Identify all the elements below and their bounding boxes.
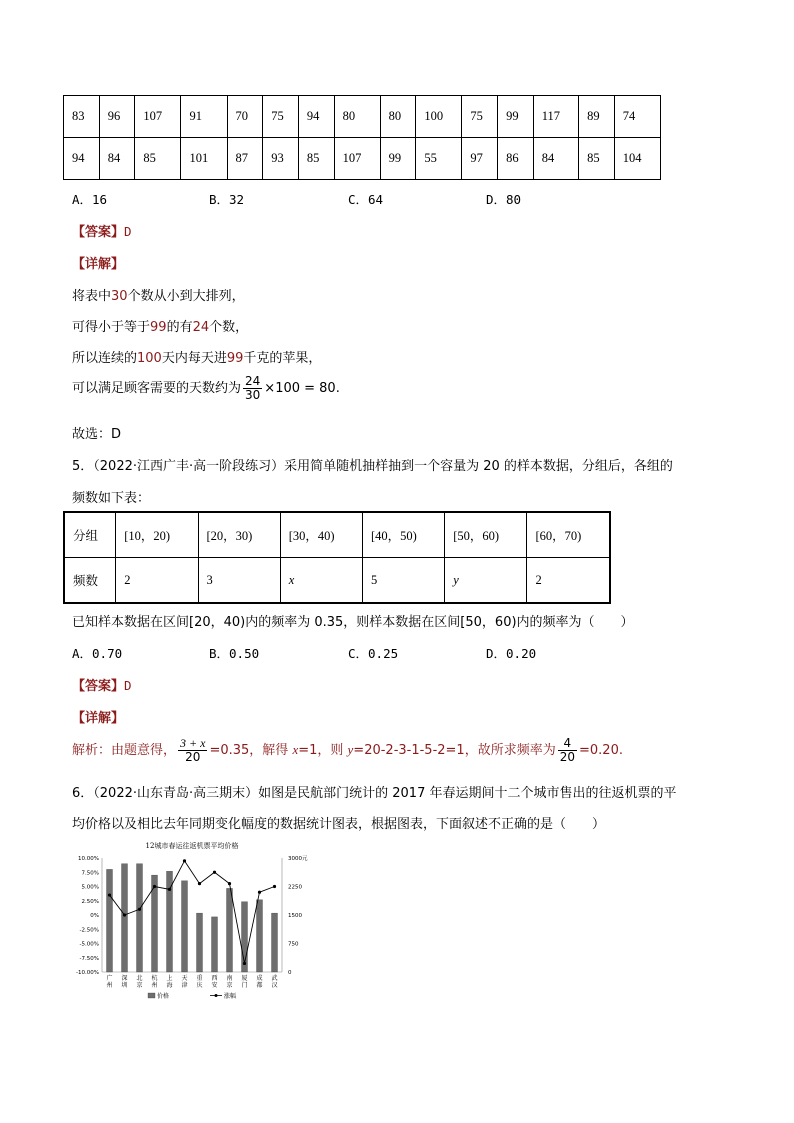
table-cell: 117	[533, 96, 578, 138]
frequency-table	[63, 511, 611, 604]
q5-option-c[interactable]: C．0.25	[348, 646, 399, 661]
right-tick-label: 1500	[288, 913, 302, 919]
left-tick-label: 7.50%	[81, 870, 99, 877]
bar-成都	[257, 900, 263, 972]
sol-text: =20-2-3-1-5-2=1，故所求频率为	[353, 743, 556, 758]
table-cell: [40，50)	[362, 512, 444, 558]
table-cell: 2	[116, 558, 198, 604]
category-label-char: 汉	[271, 982, 278, 989]
step-number: 30	[111, 289, 128, 304]
table-cell: 100	[416, 96, 462, 138]
step-text: ×100 = 80.	[264, 381, 340, 396]
point-天津	[183, 859, 186, 862]
category-label-char: 京	[136, 982, 143, 989]
category-label-char: 门	[241, 982, 248, 989]
category-label-char: 都	[256, 982, 263, 989]
frac-den: 30	[245, 388, 261, 402]
left-tick-label: -5.00%	[79, 941, 99, 948]
table-cell: 5	[362, 558, 444, 604]
q4-detail-label: 【详解】	[72, 257, 125, 272]
step-number: 99	[226, 351, 244, 366]
category-label-char: 广	[106, 975, 113, 982]
category-label-char: 京	[226, 982, 233, 989]
table-cell: 107	[334, 138, 380, 180]
category-label-char: 南	[226, 975, 233, 982]
step-number: 100	[137, 351, 162, 366]
category-label-char: 西	[211, 975, 218, 982]
left-tick-label: 0%	[90, 913, 99, 919]
q4-option-d[interactable]: D．80	[486, 192, 522, 207]
left-tick-label: -10.00%	[76, 970, 99, 976]
step-text: 所以连续的	[72, 351, 138, 366]
bar-武汉	[272, 913, 278, 972]
q4-option-a[interactable]: A．16	[72, 192, 108, 207]
q4-conclusion: 故选：D	[72, 427, 122, 442]
fraction	[243, 375, 262, 402]
table-cell: [10，20)	[116, 512, 198, 558]
table-cell: 93	[263, 138, 299, 180]
left-tick-label: 5.00%	[81, 884, 99, 891]
point-武汉	[273, 885, 276, 888]
point-广州	[108, 893, 111, 896]
step-number: 24	[192, 320, 210, 335]
category-label-char: 天	[181, 975, 188, 982]
category-label-char: 上	[166, 975, 173, 982]
table-cell: 101	[181, 138, 227, 180]
category-label-char: 杭	[151, 975, 158, 982]
q5-question: 已知样本数据在区间[20，40)内的频率为 0.35，则样本数据在区间[50，60)内的频率为（ ）	[72, 615, 634, 630]
table-cell: 75	[263, 96, 299, 138]
chart-title: 12城市春运往返机票平均价格	[145, 842, 239, 850]
left-tick-label: -7.50%	[79, 955, 99, 962]
right-tick-label: 3000元	[288, 856, 308, 862]
category-label-char: 北	[136, 975, 143, 982]
table-cell: 94	[64, 138, 100, 180]
table-cell: [60，70)	[527, 512, 610, 558]
sol-text: =0.35，解得	[209, 743, 293, 758]
table-cell: [30，40)	[280, 512, 362, 558]
q4-step-3	[72, 347, 321, 366]
point-上海	[168, 888, 171, 891]
category-label-char: 州	[106, 982, 113, 989]
q5-stem-line2: 频数如下表：	[72, 491, 151, 506]
step-number: 99	[150, 320, 167, 335]
left-tick-label: 10.00%	[78, 856, 99, 862]
table-row	[64, 138, 661, 180]
bar-上海	[167, 871, 173, 972]
category-label-char: 州	[151, 982, 158, 989]
q4-options	[72, 190, 672, 206]
table-cell: [50，60)	[445, 512, 527, 558]
answer-value: D	[124, 224, 132, 239]
category-label-char: 武	[271, 975, 278, 982]
table-cell: 2	[527, 558, 610, 604]
answer-label: 【答案】	[72, 679, 125, 694]
q4-step-1	[72, 285, 245, 304]
change-line	[110, 861, 275, 964]
legend-line-label: 涨幅	[224, 993, 237, 1000]
category-label-char: 深	[121, 975, 128, 982]
q5-answer	[72, 675, 132, 694]
table-cell: 84	[99, 138, 135, 180]
table-cell: 83	[64, 96, 100, 138]
category-label-char: 安	[211, 982, 218, 989]
table-cell: 99	[498, 96, 534, 138]
right-tick-label: 750	[288, 941, 299, 948]
q4-option-b[interactable]: B．32	[209, 192, 245, 207]
table-cell: 3	[198, 558, 280, 604]
frac-den: 20	[185, 750, 201, 764]
bar-天津	[182, 881, 188, 972]
bar-重庆	[197, 913, 203, 972]
frac-num: 3 + x	[180, 736, 206, 750]
q5-detail-label: 【详解】	[72, 711, 125, 726]
frac-num: 4	[558, 737, 577, 751]
step-text: 可以满足顾客需要的天数约为	[72, 381, 242, 396]
q6-stem-line2: 均价格以及相比去年同期变化幅度的数据统计图表，根据图表，下面叙述不正确的是（ ）	[72, 817, 606, 832]
q5-options	[72, 644, 672, 660]
table-cell: 94	[298, 96, 334, 138]
sol-text: 解析：由题意得，	[72, 743, 177, 758]
q5-solution	[72, 737, 623, 764]
step-text: 个数，	[209, 320, 249, 335]
bar-深圳	[122, 864, 128, 972]
step-text: 天内每天进	[161, 351, 227, 366]
step-text: 将表中	[72, 289, 112, 304]
table-cell: 70	[227, 96, 263, 138]
fraction	[178, 737, 207, 764]
table-cell: 85	[298, 138, 334, 180]
table-cell: 86	[498, 138, 534, 180]
q5-option-d[interactable]: D．0.20	[486, 646, 537, 661]
point-厦门	[243, 962, 246, 965]
step-text: 可得小于等于	[72, 320, 151, 335]
sol-text: =1，则	[298, 743, 348, 758]
table-cell: 84	[533, 138, 578, 180]
table-cell: x	[280, 558, 362, 604]
frac-den: 20	[559, 750, 575, 764]
table-cell: 频数	[64, 558, 116, 604]
table-row	[64, 512, 610, 558]
table-cell: 107	[135, 96, 181, 138]
category-label-char: 庆	[196, 982, 203, 989]
table-cell: 80	[380, 96, 416, 138]
point-深圳	[123, 913, 126, 916]
point-成都	[258, 891, 261, 894]
category-label-char: 圳	[121, 982, 128, 989]
frac-num: 24	[245, 374, 261, 388]
var-x: x	[292, 742, 299, 757]
var-y: y	[347, 742, 354, 757]
bar-北京	[137, 864, 143, 972]
point-北京	[138, 908, 141, 911]
q4-step-2	[72, 316, 248, 335]
category-label-char: 厦	[241, 975, 248, 982]
fraction	[558, 737, 577, 764]
table-row	[64, 558, 610, 604]
left-tick-label: -2.50%	[79, 927, 99, 934]
bar-广州	[107, 869, 113, 972]
answer-value: D	[124, 678, 132, 693]
point-杭州	[153, 885, 156, 888]
point-重庆	[198, 882, 201, 885]
airfare-chart	[70, 838, 330, 1008]
legend-bar-swatch	[148, 993, 155, 998]
left-tick-label: 2.50%	[81, 898, 99, 905]
q5-stem-line1: 5．（2022·江西广丰·高一阶段练习）采用简单随机抽样抽到一个容量为 20 的样本数据，分组后，各组的	[72, 459, 673, 474]
table-cell: 75	[462, 96, 498, 138]
right-tick-label: 0	[288, 970, 292, 976]
table-cell: 80	[334, 96, 380, 138]
table-cell: 97	[462, 138, 498, 180]
table-cell: y	[445, 558, 527, 604]
category-label-char: 海	[166, 982, 173, 989]
data-table-apples	[63, 95, 661, 180]
answer-label: 【答案】	[72, 225, 125, 240]
point-西安	[213, 871, 216, 874]
q4-step-4	[72, 375, 340, 402]
legend-line-marker	[215, 994, 218, 997]
table-cell: 74	[614, 96, 660, 138]
bar-南京	[227, 888, 233, 972]
table-cell: 89	[579, 96, 615, 138]
q4-option-c[interactable]: C．64	[348, 192, 384, 207]
table-cell: 96	[99, 96, 135, 138]
table-cell: 85	[135, 138, 181, 180]
table-cell: 99	[380, 138, 416, 180]
q5-option-b[interactable]: B．0.50	[209, 646, 260, 661]
bar-西安	[212, 917, 218, 972]
category-label-char: 重	[196, 975, 203, 982]
q6-stem-line1: 6．（2022·山东青岛·高三期末）如图是民航部门统计的 2017 年春运期间十二个城市售出的往返机票的平	[72, 786, 677, 801]
table-cell: [20，30)	[198, 512, 280, 558]
right-tick-label: 2250	[288, 884, 302, 891]
legend-bar-label: 价格	[157, 993, 170, 1000]
q5-option-a[interactable]: A．0.70	[72, 646, 123, 661]
table-cell: 87	[227, 138, 263, 180]
q4-answer	[72, 221, 132, 240]
table-row	[64, 96, 661, 138]
table-cell: 85	[579, 138, 615, 180]
point-南京	[228, 882, 231, 885]
step-text: 的有	[166, 320, 193, 335]
sol-text: =0.20.	[579, 743, 623, 758]
step-text: 个数从小到大排列，	[127, 289, 245, 304]
table-cell: 55	[416, 138, 462, 180]
table-cell: 分组	[64, 512, 116, 558]
category-label-char: 成	[256, 975, 263, 982]
category-label-char: 津	[181, 982, 188, 989]
table-cell: 91	[181, 96, 227, 138]
table-cell: 104	[614, 138, 660, 180]
step-text: 千克的苹果，	[243, 351, 322, 366]
